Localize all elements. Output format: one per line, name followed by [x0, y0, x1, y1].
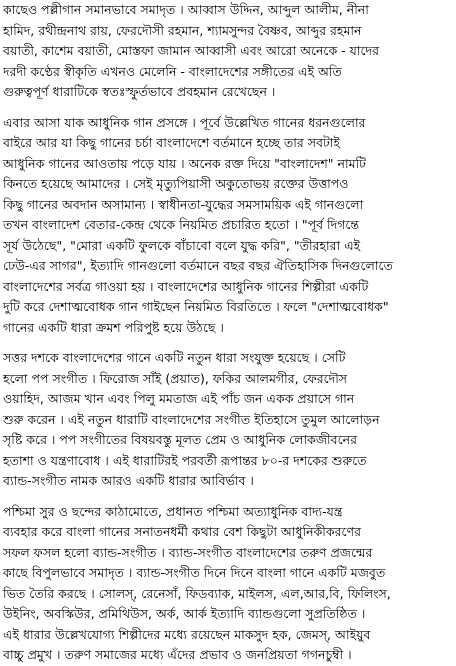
paragraph-spacer: [3, 492, 455, 502]
text-line: ব্যবহার করে বাংলা গানের সনাতনধর্মী কথার বেশ কিছুটা আধুনিকীকরণের: [3, 524, 361, 539]
text-line: সূর্য উঠেছে", "মোরা একটি ফুলকে বাঁচাবো বলে যুদ্ধ করি", "তীরহারা এই: [3, 237, 361, 253]
paragraph-spacer: [3, 103, 455, 113]
text-line: কাছেও পল্লীগান সমানভাবে সমাদৃত । আব্বাস উদ্দিন, আব্দুল আলীম, নীনা: [3, 2, 369, 17]
paragraph-spacer: [3, 338, 455, 348]
text-line: শুরু করেন । এই নতুন ধারাটি বাংলাদেশের সংগীত ইতিহাসে তুমুল আলোড়ন: [3, 411, 380, 427]
text-line: গুরুত্বপূর্ণ ধারাটিকে স্বতঃস্ফুর্তভাবে প্রবহমান রেখেছেন ।: [3, 84, 276, 99]
text-line: ভিত তৈরি করছে । সোলস্, রেনেসাঁ, ফিডব্যাক, মাইলস, এল,আর,বি, ফিলিংস,: [3, 585, 391, 601]
text-line: এবার আসা যাক আধুনিক গান প্রসঙ্গে । পূর্বে উল্লেখিত গানের ধরনগুলোর: [3, 114, 366, 130]
paragraph-modern-songs: [3, 113, 455, 339]
text-line: বয়াতী, কাশেম বয়াতী, মোস্তফা জামান আব্বাসী এবং আরো অনেকে - যাদের: [3, 43, 379, 58]
text-line: কিনতে হয়েছে আমাদের । সেই মৃত্যুপিয়াসী অকুতোভয় রক্তের উত্তাপও: [3, 176, 349, 191]
text-line: বাচ্চু প্রমুখ । তরুণ সমাজের মধ্যে এঁদের প্রভাব ও জনপ্রিয়তা গগনচুম্বী ।: [3, 647, 352, 662]
text-line: হামিদ, রথীন্দ্রনাথ রায়, ফেরদৌসী রহমান, শ্যামসুন্দর বৈষ্ণব, আব্দুর রহমান: [3, 22, 362, 38]
text-line: উইনিং, অবস্কিউর, প্রমিথিউস, অর্ক, আর্ক ইত্যাদি ব্যান্ডগুলো সুপ্রতিষ্ঠিত ।: [3, 606, 366, 621]
text-line: ব্যান্ড-সংগীত নামক আরও একটি ধারার আবির্ভাব ।: [3, 473, 254, 488]
text-line: আধুনিক গানের আওতায় পড়ে যায় । অনেক রক্ত দিয়ে "বাংলাদেশ" নামটি: [3, 155, 366, 171]
text-line: তখন বাংলাদেশ বেতার-কেন্দ্র থেকে নিয়মিত প্রচারিত হতো । "পূর্ব দিগন্তে: [3, 217, 360, 232]
text-line: গানের একটি ধারা ক্রমশ পরিপুষ্ট হয়ে উঠছে ।: [3, 319, 224, 335]
text-line: হলো পপ সংগীত । ফিরোজ সাঁই (প্রয়াত), ফকির আলমগীর, ফেরদৌস: [3, 370, 348, 386]
text-line: পশ্চিমা সুর ও ছন্দের কাঠামোতে, প্রধানত পশ্চিমা অত্যাধুনিক বাদ্য-যন্ত্র: [3, 503, 343, 519]
text-line: দুটি করে দেশাত্মবোধক গান গাইছেন নিয়মিত বিরতিতে । ফলে "দেশাত্মবোধক": [3, 299, 389, 314]
paragraph-pop-music: [3, 348, 455, 492]
text-line: এই ধারার উল্লেখযোগ্য শিল্পীদের মধ্যে রয়েছেন মাকসুদ হক, জেমস্, আইয়ুব: [3, 626, 371, 642]
text-line: হতাশা ও যন্ত্রণাবোধ । এই ধারাটিরই পরবর্তী রূপান্তর ৮০-র দশকের শুরুতে: [3, 452, 367, 468]
text-line: সফল ফসল হলো ব্যান্ড-সংগীত । ব্যান্ড-সংগীত বাংলাদেশের তরুণ প্রজন্মের: [3, 544, 373, 560]
paragraph-band-music: [3, 502, 455, 666]
text-line: বাংলাদেশের সর্বত্র গাওয়া হয় । বাংলাদেশের আধুনিক গানের শিল্পীরা একটি: [3, 278, 369, 294]
text-line: সত্তর দশকে বাংলাদেশের গানে একটি নতুন ধারা সংযুক্ত হয়েছে । সেটি: [3, 350, 346, 365]
text-line: কিছু গানের অবদান অসামান্য । স্বাধীনতা-যুদ্ধের সমসাময়িক এই গানগুলো: [3, 196, 364, 212]
document-page: [3, 0, 455, 662]
paragraph-folk-singers: [3, 0, 455, 103]
text-line: কাছে বিপুলভাবে সমাদৃত । ব্যান্ড-সংগীত দিনে দিনে বাংলা গানে একটি মজবুত: [3, 565, 386, 580]
text-line: ঢেউ-এর সাগর", ইত্যাদি গানগুলো বর্তমানে বছর বছর ঐতিহাসিক দিনগুলোতে: [3, 258, 393, 273]
text-line: ওয়াহিদ, আজম খান এবং পিলু মমতাজ এই পাঁচ জন একক প্রয়াসে গান: [3, 391, 355, 406]
text-line: সৃষ্টি করে । পপ সংগীতের বিষয়বস্তু মূলত প্রেম ও আধুনিক লোকজীবনের: [3, 432, 357, 447]
text-line: বাইরে আর যা কিছু গানের চর্চা বাংলাদেশে বর্তমানে হচ্ছে তার সবটাই: [3, 135, 340, 150]
text-line: দরদী কণ্ঠের স্বীকৃতি এখনও মেলেনি - বাংলাদেশের সঙ্গীতের এই অতি: [3, 63, 342, 79]
